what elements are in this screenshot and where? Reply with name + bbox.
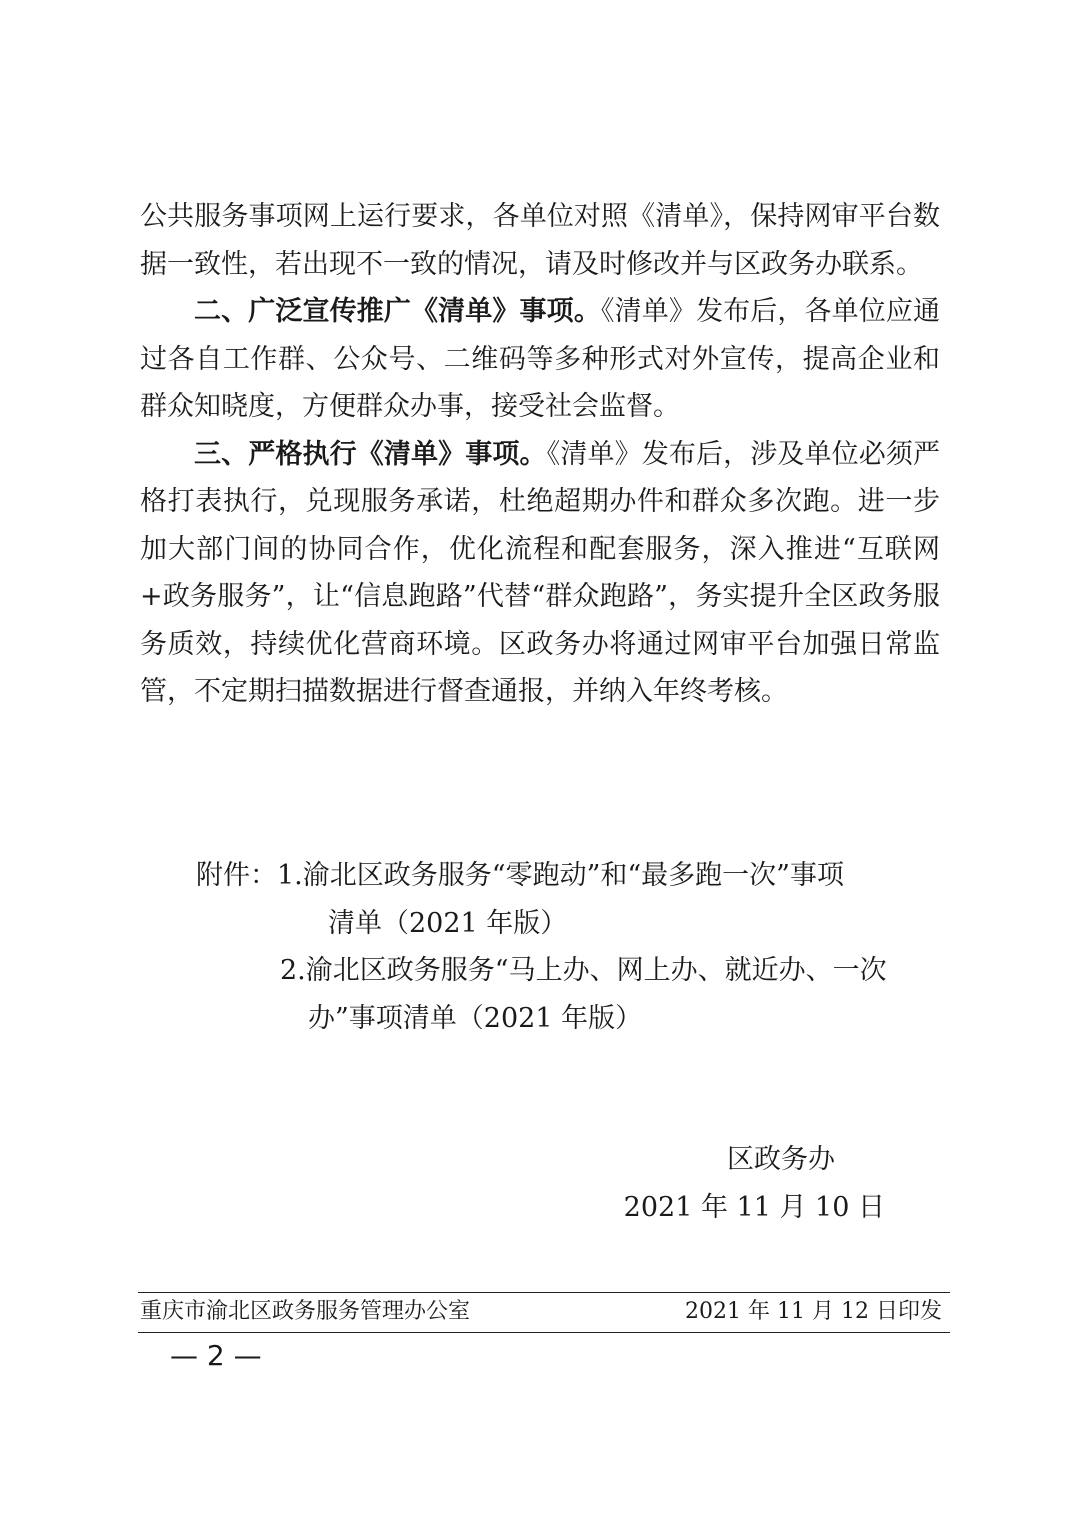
attachment-item-1-continued: [196, 900, 940, 948]
footer-print-date: 2021 年 11 月 12 日印发: [685, 1299, 942, 1324]
footer-issuer: 重庆市渝北区政务服务管理办公室: [140, 1299, 471, 1324]
attachments: [196, 852, 940, 1042]
attachments-label: 附件：: [196, 860, 277, 891]
footer-top-rule: [138, 1292, 950, 1293]
signature-date: 2021 年 11 月 10 日: [623, 1192, 885, 1223]
paragraph-publicize: [140, 288, 940, 431]
attachment-item-2-title-cont: 办”事项清单（2021 年版）: [308, 1002, 643, 1034]
attachment-item-2: [196, 947, 940, 995]
attachment-item-1-title: 1.渝北区政务服务“零跑动”和“最多跑一次”事项: [277, 860, 844, 891]
attachment-item-1-title-cont: 清单（2021 年版）: [328, 907, 568, 939]
paragraph-text: 《清单》发布后，涉及单位必须严格打表执行，兑现服务承诺，杜绝超期办件和群众多次跑。进一步加大部门间的协同合作，优化流程和配套服务，深入推进“互联网+政务服务”，让“信息跑路”代替“群众跑路”，务实提升全区政务服务质效，持续优化营商环境。区政务办将通过网审平台加强日常监管，不定期扫描数据进行督查通报，并纳入年终考核。: [140, 438, 941, 707]
paragraph-continued: [140, 193, 940, 288]
attachment-item-2-title: 2.渝北区政务服务“马上办、网上办、就近办、一次: [280, 955, 887, 986]
body-text: [140, 193, 940, 716]
footer-info: [140, 1294, 942, 1330]
paragraph-text: 公共服务事项网上运行要求，各单位对照《清单》，保持网审平台数据一致性，若出现不一致的情况，请及时修改并与区政务办联系。: [140, 201, 940, 280]
section-heading-publicize: 二、广泛宣传推广《清单》事项。: [194, 296, 601, 327]
paragraph-text: 《清单》发布后，各单位应通过各自工作群、公众号、二维码等多种形式对外宣传，提高企业和群众知晓度，方便群众办事，接受社会监督。: [140, 296, 941, 422]
attachment-item-2-continued: [196, 995, 940, 1043]
attachment-item-1: [196, 852, 940, 900]
section-heading-execute: 三、严格执行《清单》事项。: [194, 438, 547, 470]
signature-block: [624, 1136, 885, 1232]
paragraph-execute: [140, 431, 940, 716]
signature-org: 区政务办: [727, 1144, 835, 1175]
footer-bottom-rule: [138, 1332, 950, 1333]
page-number: — 2 —: [170, 1339, 262, 1372]
